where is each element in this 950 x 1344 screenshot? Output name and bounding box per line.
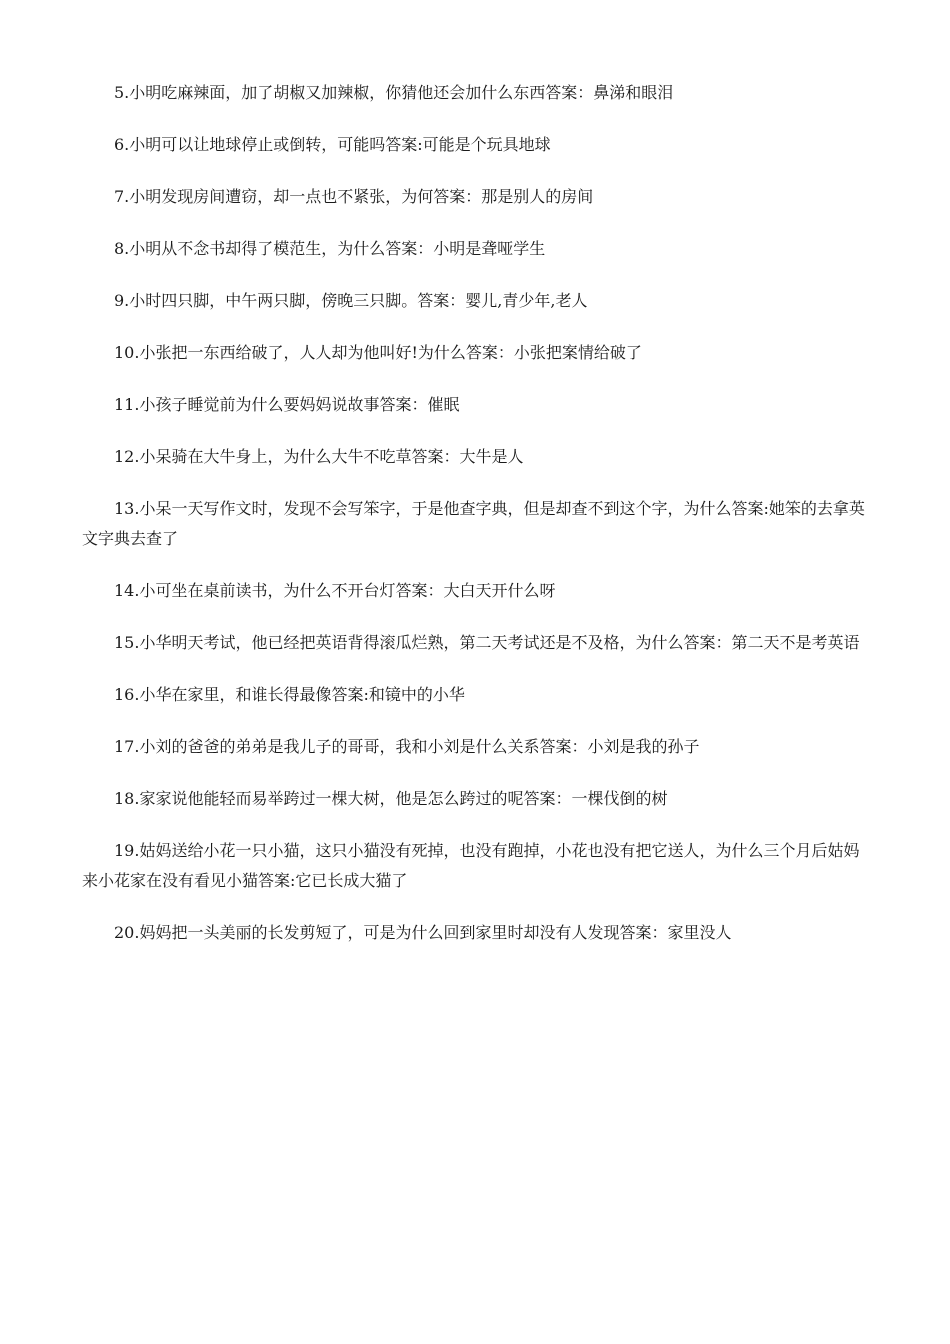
riddle-item-14: 14.小可坐在桌前读书，为什么不开台灯答案：大白天开什么呀 bbox=[114, 581, 556, 600]
riddle-item-6: 6.小明可以让地球停止或倒转，可能吗答案:可能是个玩具地球 bbox=[114, 135, 551, 154]
riddle-item-15: 15.小华明天考试，他已经把英语背得滚瓜烂熟，第二天考试还是不及格，为什么答案：第二天不是考英语 bbox=[114, 633, 860, 652]
riddle-item-9: 9.小时四只脚，中午两只脚，傍晚三只脚。答案：婴儿,青少年,老人 bbox=[114, 291, 588, 310]
riddle-list bbox=[82, 78, 868, 970]
riddle-item-20: 20.妈妈把一头美丽的长发剪短了，可是为什么回到家里时却没有人发现答案：家里没人 bbox=[114, 923, 732, 942]
riddle-item-5: 5.小明吃麻辣面，加了胡椒又加辣椒，你猜他还会加什么东西答案：鼻涕和眼泪 bbox=[114, 83, 674, 102]
riddle-item-16: 16.小华在家里，和谁长得最像答案:和镜中的小华 bbox=[114, 685, 465, 704]
riddle-item-10: 10.小张把一东西给破了，人人却为他叫好!为什么答案：小张把案情给破了 bbox=[114, 343, 642, 362]
riddle-item-8: 8.小明从不念书却得了模范生，为什么答案：小明是聋哑学生 bbox=[114, 239, 546, 258]
riddle-item-18: 18.家家说他能轻而易举跨过一棵大树，他是怎么跨过的呢答案：一棵伐倒的树 bbox=[114, 789, 668, 808]
riddle-item-13: 13.小呆一天写作文时，发现不会写笨字，于是他查字典，但是却查不到这个字，为什么答案:她笨的去拿英文字典去查了 bbox=[82, 499, 865, 548]
riddle-item-12: 12.小呆骑在大牛身上，为什么大牛不吃草答案：大牛是人 bbox=[114, 447, 524, 466]
riddle-item-11: 11.小孩子睡觉前为什么要妈妈说故事答案：催眠 bbox=[114, 395, 460, 414]
riddle-item-17: 17.小刘的爸爸的弟弟是我儿子的哥哥，我和小刘是什么关系答案：小刘是我的孙子 bbox=[114, 737, 700, 756]
riddle-item-19: 19.姑妈送给小花一只小猫，这只小猫没有死掉，也没有跑掉，小花也没有把它送人，为什么三个月后姑妈来小花家在没有看见小猫答案:它已长成大猫了 bbox=[82, 841, 860, 890]
riddle-item-7: 7.小明发现房间遭窃，却一点也不紧张，为何答案：那是别人的房间 bbox=[114, 187, 594, 206]
